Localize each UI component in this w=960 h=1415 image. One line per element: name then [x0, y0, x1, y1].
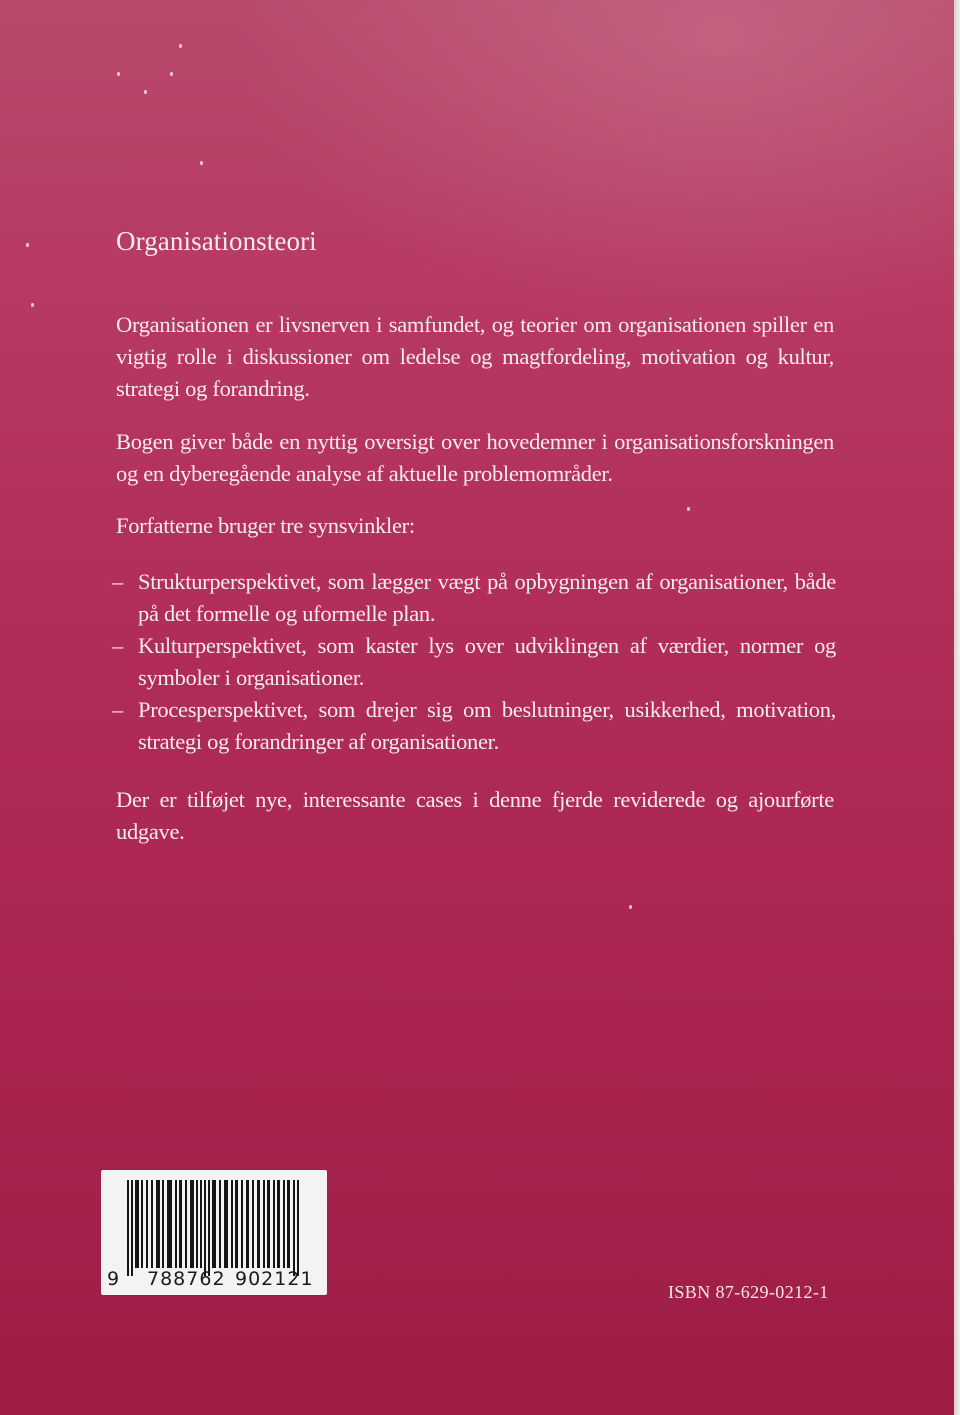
perspective-text: Strukturperspektivet, som lægger vægt på opbygningen af organisationer, både på det formelle og uformelle plan.	[138, 569, 836, 626]
surface-speck	[179, 44, 182, 48]
overview-paragraph: Bogen giver både en nyttig oversigt over hovedemner i organisationsforskningen og en dyberegående analyse af aktuelle problemområder.	[116, 429, 834, 486]
perspective-item-structure	[106, 566, 836, 630]
book-title: Organisationsteori	[116, 226, 317, 256]
list-dash: –	[112, 697, 123, 722]
page-edge	[954, 0, 960, 1415]
surface-speck	[31, 303, 34, 307]
perspectives-list	[106, 566, 836, 758]
list-dash: –	[112, 633, 123, 658]
perspectives-intro: Forfatterne bruger tre synsvinkler:	[116, 513, 415, 538]
perspective-text: Kulturperspektivet, som kaster lys over udviklingen af værdier, normer og symboler i organisationer.	[138, 633, 836, 690]
surface-speck	[117, 72, 120, 76]
intro-paragraph: Organisationen er livsnerven i samfundet, og teorier om organisationen spiller en vigtig rolle i diskussioner om ledelse og magtfordeling, motivation og kultur, strategi og forandring.	[116, 312, 834, 401]
surface-speck	[200, 161, 203, 165]
surface-speck	[629, 905, 632, 909]
surface-speck	[26, 243, 29, 247]
perspective-item-process	[106, 694, 836, 758]
barcode-label	[101, 1170, 327, 1295]
isbn-label: ISBN 87-629-0212-1	[668, 1282, 829, 1302]
surface-speck	[170, 72, 173, 76]
barcode-left-group: 788762	[147, 1268, 226, 1290]
list-dash: –	[112, 569, 123, 594]
barcode-lead-digit: 9	[107, 1268, 121, 1290]
perspective-item-culture	[106, 630, 836, 694]
perspective-text: Procesperspektivet, som drejer sig om beslutninger, usikkerhed, motivation, strategi og forandringer af organisationer.	[138, 697, 836, 754]
closing-paragraph: Der er tilføjet nye, interessante cases i denne fjerde reviderede og ajourførte udgave.	[116, 787, 834, 844]
barcode-right-group: 902121	[235, 1268, 314, 1290]
surface-speck	[144, 90, 147, 94]
